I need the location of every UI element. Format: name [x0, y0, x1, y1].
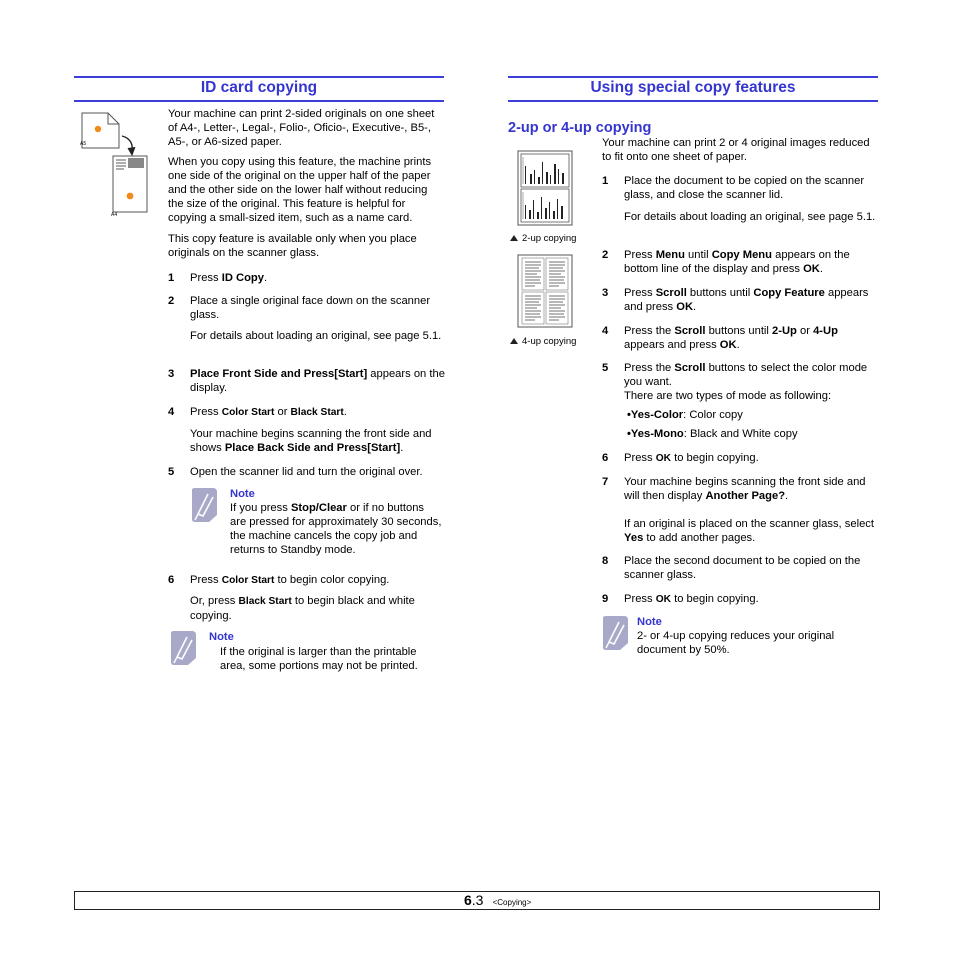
triangle-up-icon	[510, 338, 518, 344]
step-4-detail: Your machine begins scanning the front side and shows Place Back Side and Press[Start].	[190, 428, 432, 454]
r-step-1-text: Place the document to be copied on the scanner glass, and close the scanner lid.	[624, 175, 865, 201]
section-heading-special-copy: Using special copy features	[508, 76, 878, 102]
figure-label-a5: A5	[80, 141, 87, 147]
subheading-2up-4up: 2-up or 4-up copying	[508, 120, 652, 136]
r-step-6-text: Press OK to begin copying.	[624, 452, 759, 464]
chapter-label: <Copying>	[492, 898, 532, 907]
page-footer	[74, 891, 880, 910]
step-5-text: Open the scanner lid and turn the original over.	[190, 466, 423, 478]
r-note-text: 2- or 4-up copying reduces your original document by 50%.	[637, 630, 835, 656]
step-number: 1	[168, 272, 175, 284]
step-4-text: Press Color Start or Black Start.	[190, 406, 347, 418]
note-icon	[600, 615, 630, 651]
step-1-text: Press ID Copy.	[190, 272, 268, 284]
r-step-7-detail: If an original is placed on the scanner glass, select Yes to add another pages.	[624, 518, 874, 544]
section-heading-id-card: ID card copying	[74, 76, 444, 102]
4up-copy-illustration	[517, 254, 573, 328]
note-icon	[168, 630, 198, 666]
caption-2up: 2-up copying	[510, 233, 576, 245]
step-number: 4	[602, 325, 609, 337]
figure-label-a4: A4	[111, 212, 118, 218]
step-number: 9	[602, 593, 609, 605]
step-number: 6	[168, 574, 175, 586]
step-number: 3	[168, 368, 175, 380]
id-card-illustration	[78, 110, 154, 222]
r-step-5-option-mono: •Yes-Mono: Black and White copy	[627, 428, 798, 440]
r-step-7-text: Your machine begins scanning the front side and will then display Another Page?.	[624, 476, 866, 502]
note-title: Note	[209, 631, 234, 643]
r-step-8-text: Place the second document to be copied on the scanner glass.	[624, 555, 861, 581]
r-step-9-text: Press OK to begin copying.	[624, 593, 759, 605]
step-number: 5	[602, 362, 609, 374]
note-1-text: If you press Stop/Clear or if no buttons are pressed for approximately 30 seconds, the machine cancels the copy job and returns to Standby mode.	[230, 502, 442, 556]
r-step-4-text: Press the Scroll buttons until 2-Up or 4-Up appears and press OK.	[624, 325, 838, 351]
step-number: 1	[602, 175, 609, 187]
intro-paragraph-2: When you copy using this feature, the machine prints one side of the original on the upper half of the paper and the other side on the lower half without reducing the size of the original. This feature is helpful for copying a small-sized item, such as a name card.	[168, 156, 432, 224]
note-title: Note	[230, 488, 255, 500]
step-number: 5	[168, 466, 175, 478]
note-2-text: If the original is larger than the printable area, some portions may not be printed.	[220, 646, 418, 672]
step-6-detail: Or, press Black Start to begin black and white copying.	[190, 595, 415, 622]
triangle-up-icon	[510, 235, 518, 241]
page-number: 6.3 <Copying>	[464, 892, 532, 908]
step-number: 2	[602, 249, 609, 261]
step-number: 4	[168, 406, 175, 418]
step-number: 2	[168, 295, 175, 307]
2up-copy-illustration	[517, 150, 573, 226]
step-number: 7	[602, 476, 609, 488]
step-6-text: Press Color Start to begin color copying.	[190, 574, 390, 586]
r-step-5-line2: There are two types of mode as following:	[624, 390, 832, 402]
r-step-5-text: Press the Scroll buttons to select the color mode you want.	[624, 362, 868, 388]
step-number: 6	[602, 452, 609, 464]
step-number: 8	[602, 555, 609, 567]
step-2-detail: For details about loading an original, see page 5.1.	[190, 330, 442, 342]
r-step-3-text: Press Scroll buttons until Copy Feature appears and press OK.	[624, 287, 869, 313]
step-2-text: Place a single original face down on the scanner glass.	[190, 295, 431, 321]
note-title: Note	[637, 616, 662, 628]
note-icon	[189, 487, 219, 523]
caption-4up: 4-up copying	[510, 336, 576, 348]
r-step-1-detail: For details about loading an original, see page 5.1.	[624, 211, 876, 223]
r-step-5-option-color: •Yes-Color: Color copy	[627, 409, 743, 421]
special-intro: Your machine can print 2 or 4 original images reduced to fit onto one sheet of paper.	[602, 137, 870, 163]
step-3-text: Place Front Side and Press[Start] appears on the display.	[190, 368, 445, 394]
r-step-2-text: Press Menu until Copy Menu appears on the bottom line of the display and press OK.	[624, 249, 850, 275]
step-number: 3	[602, 287, 609, 299]
intro-paragraph-3: This copy feature is available only when you place originals on the scanner glass.	[168, 233, 417, 259]
intro-paragraph-1: Your machine can print 2-sided originals on one sheet of A4-, Letter-, Legal-, Folio-, Oficio-, Executive-, B5-, A5-, or A6-sized paper.	[168, 108, 435, 148]
